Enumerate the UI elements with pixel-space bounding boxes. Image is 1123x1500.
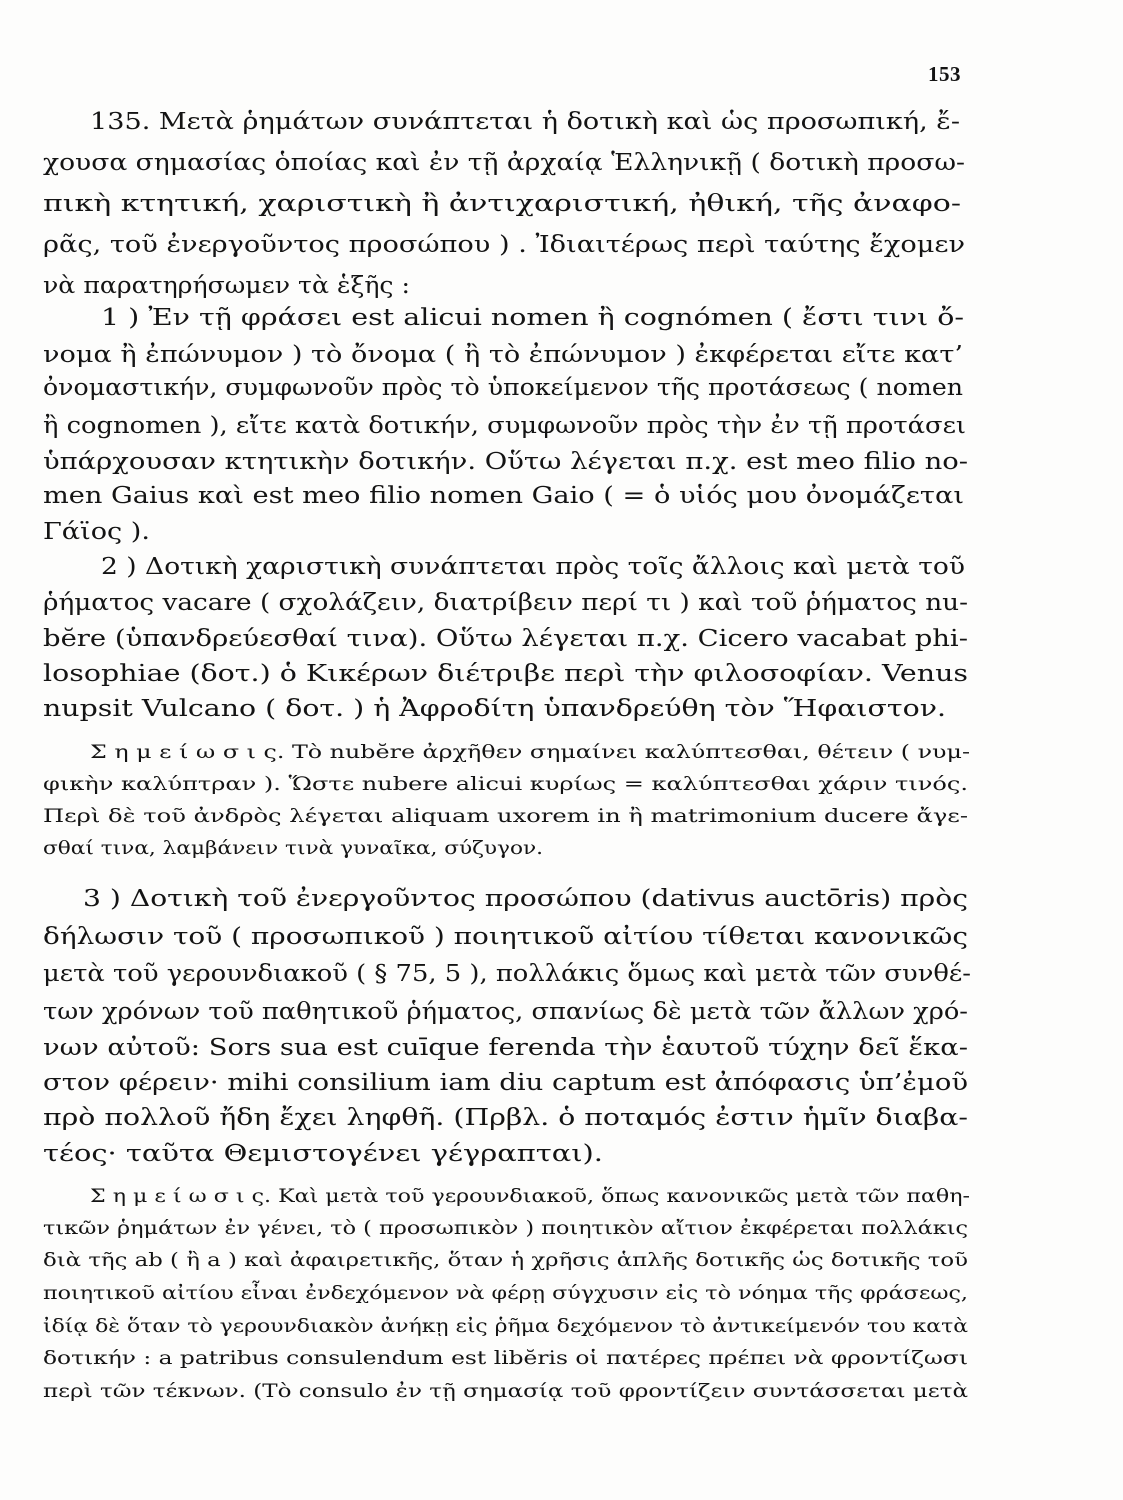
text-line: 3 ) Δοτικὴ τοῦ ἐνεργοῦντος προσώπου (dativus auctōris) πρὸς	[83, 884, 969, 912]
text-line: ῥήματος vacare ( σχολάζειν, διατρίβειν περί τι ) καὶ τοῦ ῥήματος nu-	[43, 588, 968, 616]
text-line: πρὸ πολλοῦ ἤδη ἔχει ληφθῆ. (Πρβλ. ὁ ποταμός ἐστιν ἡμῖν διαβα-	[43, 1103, 969, 1131]
note-line: φικὴν καλύπτραν ). Ὥστε nubere alicui κυρίως = καλύπτεσθαι χάριν τινός.	[43, 774, 968, 795]
note-line: σθαί τινα, λαμβάνειν τινὰ γυναῖκα, σύζυγον.	[43, 838, 543, 859]
text-line: πικὴ κτητική, χαριστικὴ ἢ ἀντιχαριστική, ἠθική, τῆς ἀναφο-	[43, 189, 961, 217]
note-line: δοτικήν : a patribus consulendum est libĕris οἱ πατέρες πρέπει νὰ φροντίζωσι	[43, 1348, 968, 1369]
text-line: δήλωσιν τοῦ ( προσωπικοῦ ) ποιητικοῦ αἰτίου τίθεται κανονικῶς	[43, 922, 969, 950]
text-line: νὰ παρατηρήσωμεν τὰ ἑξῆς :	[43, 271, 410, 299]
text-line: νων αὐτοῦ: Sors sua est cuīque ferenda τὴν ἑαυτοῦ τύχην δεῖ ἕκα-	[43, 1033, 968, 1061]
text-line: μετὰ τοῦ γερουνδιακοῦ ( § 75, 5 ), πολλάκις ὅμως καὶ μετὰ τῶν συνθέ-	[43, 959, 971, 987]
note-line: Σ η μ ε ί ω σ ι ς. Καὶ μετὰ τοῦ γερουνδιακοῦ, ὅπως κανονικῶς μετὰ τῶν παθη-	[90, 1186, 970, 1207]
note-line: Περὶ δὲ τοῦ ἀνδρὸς λέγεται aliquam uxorem in ἢ matrimonium ducere ἄγε-	[43, 806, 968, 827]
page-number: 153	[928, 62, 961, 86]
text-line: 2 ) Δοτικὴ χαριστικὴ συνάπτεται πρὸς τοῖς ἄλλοις καὶ μετὰ τοῦ	[101, 552, 965, 580]
text-line: των χρόνων τοῦ παθητικοῦ ῥήματος, σπανίως δὲ μετὰ τῶν ἄλλων χρό-	[43, 997, 968, 1025]
text-line: 1 ) Ἐν τῇ φράσει est alicui nomen ἢ cognómen ( ἔστι τινι ὄ-	[101, 303, 964, 331]
note-line: ἰδίᾳ δὲ ὅταν τὸ γερουνδιακὸν ἀνήκῃ εἰς ῥῆμα δεχόμενον τὸ ἀντικείμενόν του κατὰ	[43, 1316, 968, 1337]
text-line: 135. Μετὰ ῥημάτων συνάπτεται ἡ δοτικὴ καὶ ὡς προσωπική, ἔ-	[90, 107, 960, 135]
note-line: διὰ τῆς ab ( ἢ a ) καὶ ἀφαιρετικῆς, ὅταν ἡ χρῆσις ἁπλῆς δοτικῆς ὡς δοτικῆς τοῦ	[43, 1250, 968, 1271]
text-line: bĕre (ὑπανδρεύεσθαί τινα). Οὕτω λέγεται π.χ. Cicero vacabat phi-	[43, 624, 968, 652]
text-line: χουσα σημασίας ὁποίας καὶ ἐν τῇ ἀρχαίᾳ Ἑλληνικῇ ( δοτικὴ προσω-	[43, 148, 965, 176]
note-line: περὶ τῶν τέκνων. (Τὸ consulo ἐν τῇ σημασίᾳ τοῦ φροντίζειν συντάσσεται μετὰ	[43, 1381, 968, 1402]
text-line: ἢ cognomen ), εἴτε κατὰ δοτικήν, συμφωνοῦν πρὸς τὴν ἐν τῇ προτάσει	[43, 411, 966, 439]
text-line: Γάϊος ).	[43, 517, 150, 545]
text-line: losophiae (δοτ.) ὁ Κικέρων διέτριβε περὶ τὴν φιλοσοφίαν. Venus	[43, 659, 968, 687]
text-line: ὀνομαστικήν, συμφωνοῦν πρὸς τὸ ὑποκείμενον τῆς προτάσεως ( nomen	[43, 373, 963, 401]
text-line: νομα ἢ ἐπώνυμον ) τὸ ὄνομα ( ἢ τὸ ἐπώνυμον ) ἐκφέρεται εἴτε κατ’	[43, 340, 963, 368]
text-line: στον φέρειν· mihi consilium iam diu captum est ἀπόφασις ὑπ’ἐμοῦ	[43, 1068, 969, 1096]
note-line: ποιητικοῦ αἰτίου εἶναι ἐνδεχόμενον νὰ φέρῃ σύγχυσιν εἰς τὸ νόημα τῆς φράσεως,	[43, 1283, 969, 1304]
note-line: Σ η μ ε ί ω σ ι ς. Τὸ nubĕre ἀρχῆθεν σημαίνει καλύπτεσθαι, θέτειν ( νυμ-	[90, 742, 971, 763]
text-line: nupsit Vulcano ( δοτ. ) ἡ Ἀφροδίτη ὑπανδρεύθη τὸν Ἥφαιστον.	[43, 694, 946, 722]
text-line: men Gaius καὶ est meo filio nomen Gaio ( = ὁ υἱός μου ὀνομάζεται	[43, 481, 964, 509]
note-line: τικῶν ῥημάτων ἐν γένει, τὸ ( προσωπικὸν ) ποιητικὸν αἴτιον ἐκφέρεται πολλάκις	[43, 1218, 968, 1239]
text-line: τέος· ταῦτα Θεμιστογένει γέγραπται).	[43, 1139, 603, 1167]
text-line: ρᾶς, τοῦ ἐνεργοῦντος προσώπου ) . Ἰδιαιτέρως περὶ ταύτης ἔχομεν	[43, 230, 965, 258]
text-line: ὑπάρχουσαν κτητικὴν δοτικήν. Οὕτω λέγεται π.χ. est meo filio no-	[43, 447, 968, 475]
